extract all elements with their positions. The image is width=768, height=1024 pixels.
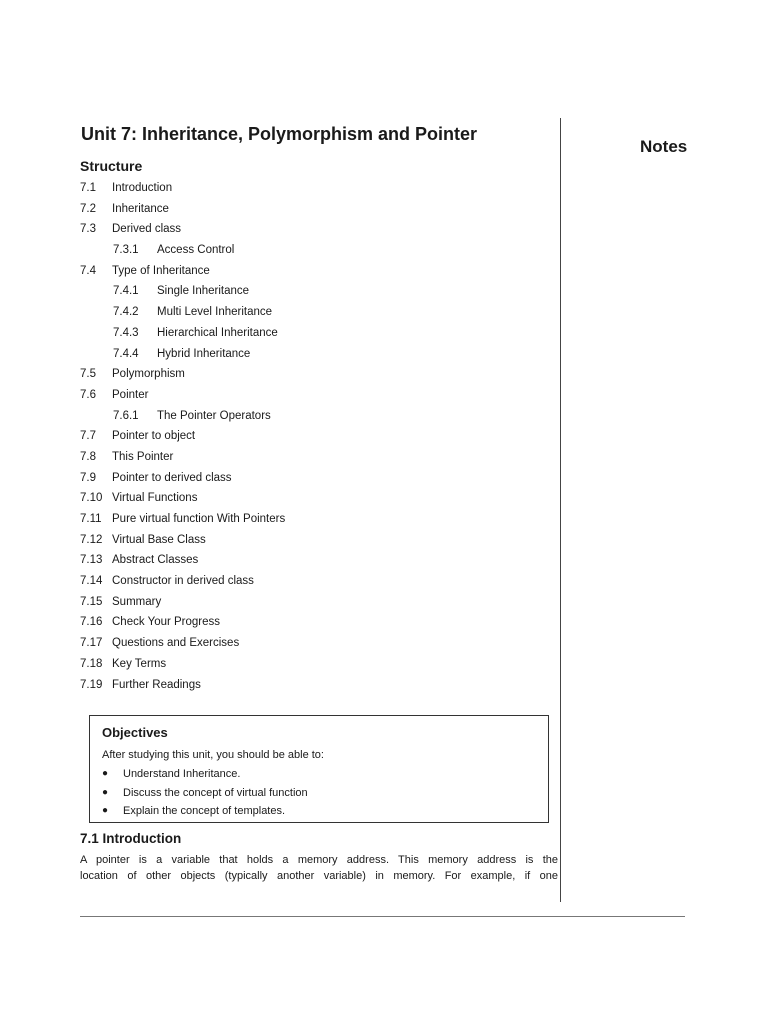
structure-item-label: Single Inheritance: [157, 285, 250, 298]
objectives-title: Objectives: [102, 725, 168, 740]
structure-item-label: Summary: [112, 595, 162, 608]
structure-item-label: Constructor in derived class: [112, 575, 254, 588]
structure-item-number: 7.4.4: [113, 347, 139, 360]
structure-item-label: Type of Inheritance: [112, 264, 210, 277]
structure-item-label: Pure virtual function With Pointers: [112, 513, 286, 525]
structure-item-label: Abstract Classes: [112, 554, 199, 567]
footer-divider: [80, 916, 685, 917]
structure-item-number: 7.12: [80, 533, 103, 546]
structure-item-label: Multi Level Inheritance: [157, 306, 273, 319]
structure-item-number: 7.6: [80, 388, 96, 401]
structure-item-label: Check Your Progress: [112, 616, 221, 629]
structure-item-number: 7.4.1: [113, 285, 139, 298]
structure-item-label: Hybrid Inheritance: [157, 347, 251, 360]
structure-item-number: 7.1: [80, 182, 96, 194]
structure-item-number: 7.4: [80, 264, 96, 277]
bullet-icon: ●: [102, 786, 109, 798]
structure-item-label: Derived class: [112, 223, 182, 236]
structure-item-number: 7.15: [80, 595, 103, 608]
paragraph-line: location of other objects (typically another variable) in memory. For example, if one: [80, 869, 558, 882]
objective-text: Explain the concept of templates.: [123, 805, 286, 817]
bullet-icon: ●: [102, 768, 109, 779]
structure-item-label: Pointer to derived class: [112, 471, 232, 484]
structure-item-number: 7.9: [80, 471, 96, 484]
structure-item-label: Inheritance: [112, 202, 169, 215]
structure-item-label: The Pointer Operators: [157, 409, 271, 422]
structure-item-number: 7.17: [80, 637, 103, 650]
structure-item-label: Pointer: [112, 388, 149, 401]
structure-item-number: 7.8: [80, 450, 96, 463]
structure-item-label: Introduction: [112, 182, 173, 194]
structure-item-label: Pointer to object: [112, 430, 196, 443]
structure-item-number: 7.18: [80, 657, 103, 670]
objective-text: Discuss the concept of virtual function: [123, 786, 308, 799]
bullet-icon: ●: [102, 805, 109, 816]
structure-item-label: Key Terms: [112, 657, 167, 670]
structure-item-label: Access Control: [157, 244, 235, 257]
structure-item-number: 7.7: [80, 430, 96, 443]
section-heading-introduction: 7.1 Introduction: [80, 831, 182, 846]
structure-item-number: 7.14: [80, 575, 103, 588]
structure-item-number: 7.11: [80, 513, 102, 525]
structure-item-label: Questions and Exercises: [112, 637, 240, 650]
structure-item-label: Further Readings: [112, 678, 201, 691]
objectives-box: [89, 715, 549, 823]
structure-item-number: 7.5: [80, 368, 96, 381]
structure-item-label: Polymorphism: [112, 368, 185, 381]
structure-item-number: 7.4.3: [113, 326, 139, 339]
paragraph-line: A pointer is a variable that holds a memory address. This memory address is the: [80, 854, 558, 866]
notes-margin-label: Notes: [640, 137, 688, 156]
structure-item-number: 7.10: [80, 492, 103, 505]
structure-item-label: Virtual Base Class: [112, 533, 206, 546]
structure-item-number: 7.4.2: [113, 306, 139, 319]
introduction-paragraph: [80, 853, 558, 884]
structure-item-number: 7.19: [80, 678, 103, 691]
structure-item-number: 7.16: [80, 616, 103, 629]
structure-item-number: 7.3: [80, 223, 96, 236]
margin-divider: [560, 118, 561, 902]
structure-item-label: Virtual Functions: [112, 492, 198, 505]
objectives-intro: After studying this unit, you should be able to:: [102, 749, 324, 761]
structure-item-label: This Pointer: [112, 450, 174, 463]
structure-item-number: 7.6.1: [113, 409, 139, 422]
unit-title: Unit 7: Inheritance, Polymorphism and Pointer: [80, 124, 478, 144]
objective-text: Understand Inheritance.: [123, 768, 241, 780]
structure-item-number: 7.3.1: [113, 244, 139, 257]
structure-heading: Structure: [80, 158, 143, 174]
structure-item-number: 7.2: [80, 202, 96, 215]
structure-item-label: Hierarchical Inheritance: [157, 326, 278, 339]
structure-item-number: 7.13: [80, 554, 103, 567]
